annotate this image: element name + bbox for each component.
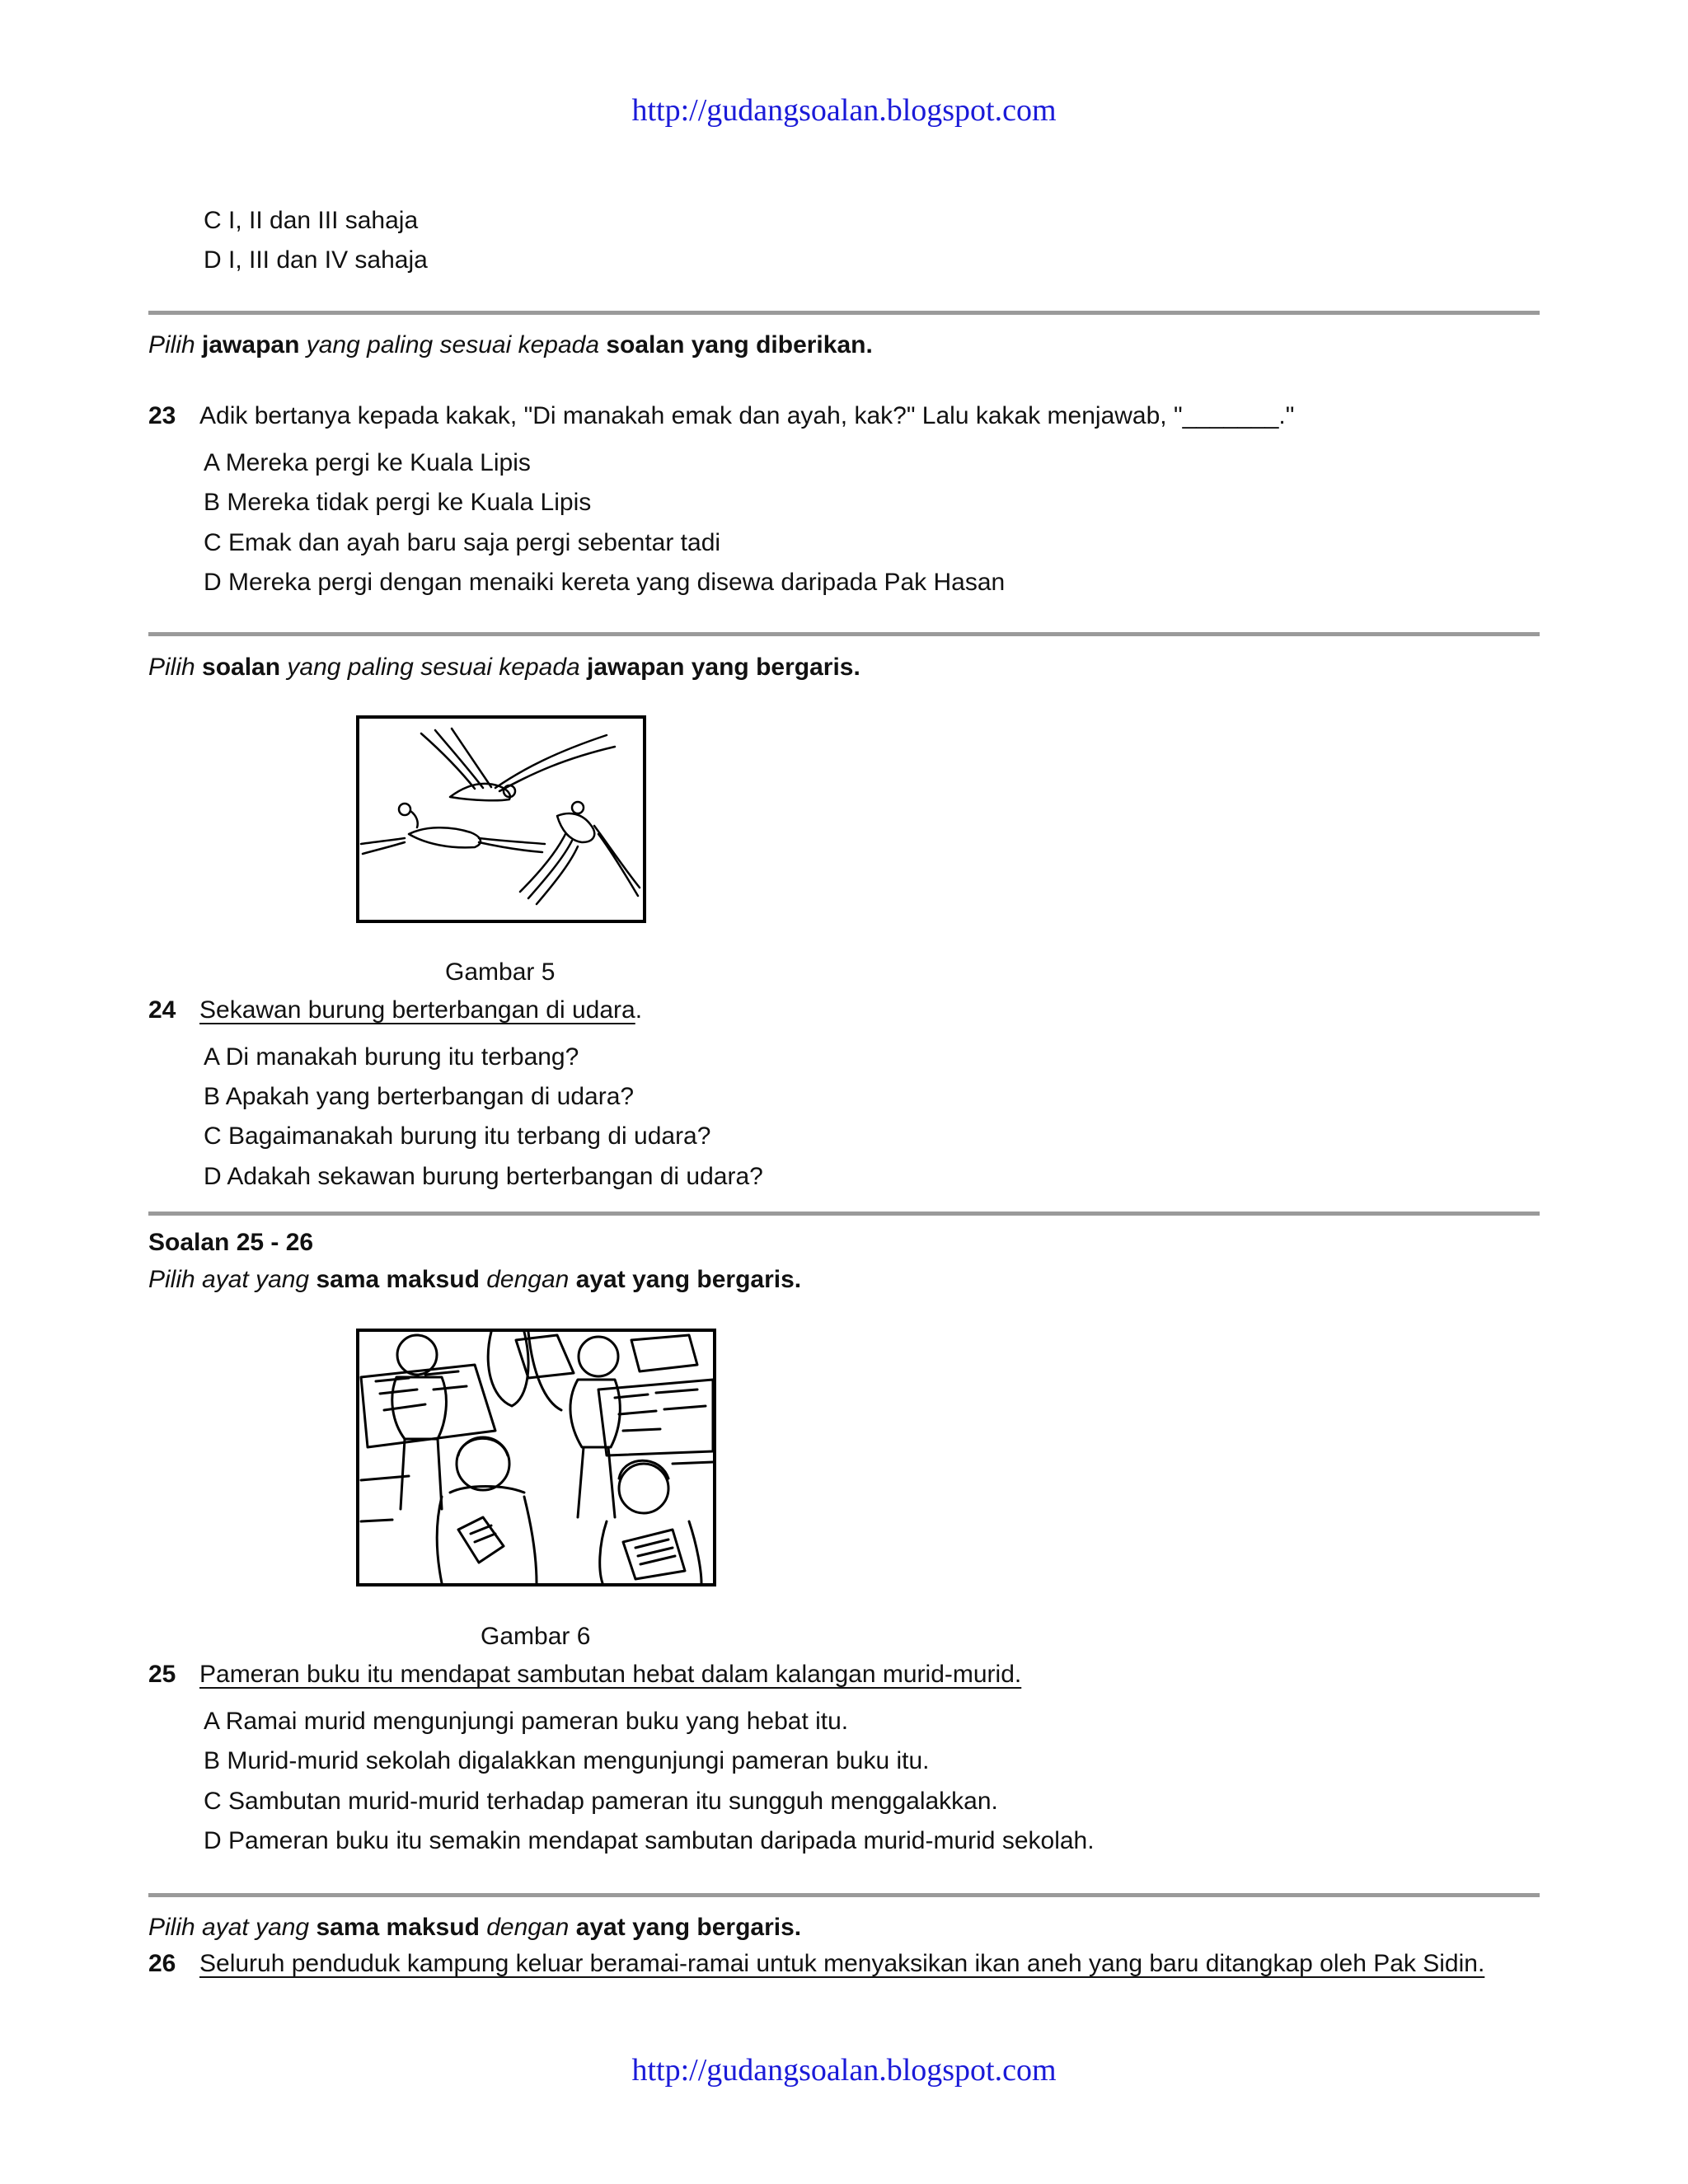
question-number-25: 25 xyxy=(148,1661,176,1688)
q25-option-a: A Ramai murid mengunjungi pameran buku yang hebat itu. xyxy=(204,1708,849,1735)
q25-option-d: D Pameran buku itu semakin mendapat sambutan daripada murid-murid sekolah. xyxy=(204,1827,1095,1854)
q25-option-b: B Murid-murid sekolah digalakkan mengunjungi pameran buku itu. xyxy=(204,1747,930,1774)
figure-6-book-fair xyxy=(356,1329,716,1586)
question-number-23: 23 xyxy=(148,402,176,429)
q24-option-a: A Di manakah burung itu terbang? xyxy=(204,1043,579,1071)
section-heading-25-26: Soalan 25 - 26 xyxy=(148,1229,314,1256)
question-stem-23: Adik bertanya kepada kakak, "Di manakah emak dan ayah, kak?" Lalu kakak menjawab, "_______." xyxy=(199,402,1295,429)
question-number-26: 26 xyxy=(148,1950,176,1977)
question-number-24: 24 xyxy=(148,996,176,1024)
question-stem-25: Pameran buku itu mendapat sambutan hebat dalam kalangan murid-murid. xyxy=(199,1661,1022,1688)
figure-6-caption: Gambar 6 xyxy=(481,1623,591,1650)
birds-illustration xyxy=(359,719,643,920)
q25-option-c: C Sambutan murid-murid terhadap pameran itu sungguh menggalakkan. xyxy=(204,1788,998,1815)
q24-option-d: D Adakah sekawan burung berterbangan di udara? xyxy=(204,1163,763,1190)
figure-5-caption: Gambar 5 xyxy=(445,958,556,986)
book-fair-illustration xyxy=(359,1332,713,1583)
section-divider xyxy=(148,1212,1540,1216)
figure-5-birds xyxy=(356,715,646,923)
q23-option-a: A Mereka pergi ke Kuala Lipis xyxy=(204,449,531,476)
header-url-link[interactable]: http://gudangsoalan.blogspot.com xyxy=(631,93,1057,128)
q23-option-b: B Mereka tidak pergi ke Kuala Lipis xyxy=(204,489,592,516)
section-divider xyxy=(148,632,1540,636)
section-divider xyxy=(148,1893,1540,1897)
instruction-q24: Pilih soalan yang paling sesuai kepada jawapan yang bergaris. xyxy=(148,654,860,681)
question-stem-26: Seluruh penduduk kampung keluar beramai-ramai untuk menyaksikan ikan aneh yang baru ditangkap oleh Pak Sidin. xyxy=(199,1950,1485,1977)
q23-option-c: C Emak dan ayah baru saja pergi sebentar tadi xyxy=(204,529,721,556)
question-stem-24: Sekawan burung berterbangan di udara. xyxy=(199,996,643,1024)
section-divider xyxy=(148,311,1540,315)
q22-option-d: D I, III dan IV sahaja xyxy=(204,246,428,274)
q23-option-d: D Mereka pergi dengan menaiki kereta yang disewa daripada Pak Hasan xyxy=(204,569,1006,596)
instruction-q25: Pilih ayat yang sama maksud dengan ayat yang bergaris. xyxy=(148,1266,802,1293)
q24-option-c: C Bagaimanakah burung itu terbang di udara? xyxy=(204,1122,711,1150)
instruction-q26: Pilih ayat yang sama maksud dengan ayat yang bergaris. xyxy=(148,1914,802,1941)
instruction-q23: Pilih jawapan yang paling sesuai kepada soalan yang diberikan. xyxy=(148,331,873,359)
footer-url-link[interactable]: http://gudangsoalan.blogspot.com xyxy=(631,2053,1057,2088)
q24-option-b: B Apakah yang berterbangan di udara? xyxy=(204,1083,635,1110)
q22-option-c: C I, II dan III sahaja xyxy=(204,207,419,234)
